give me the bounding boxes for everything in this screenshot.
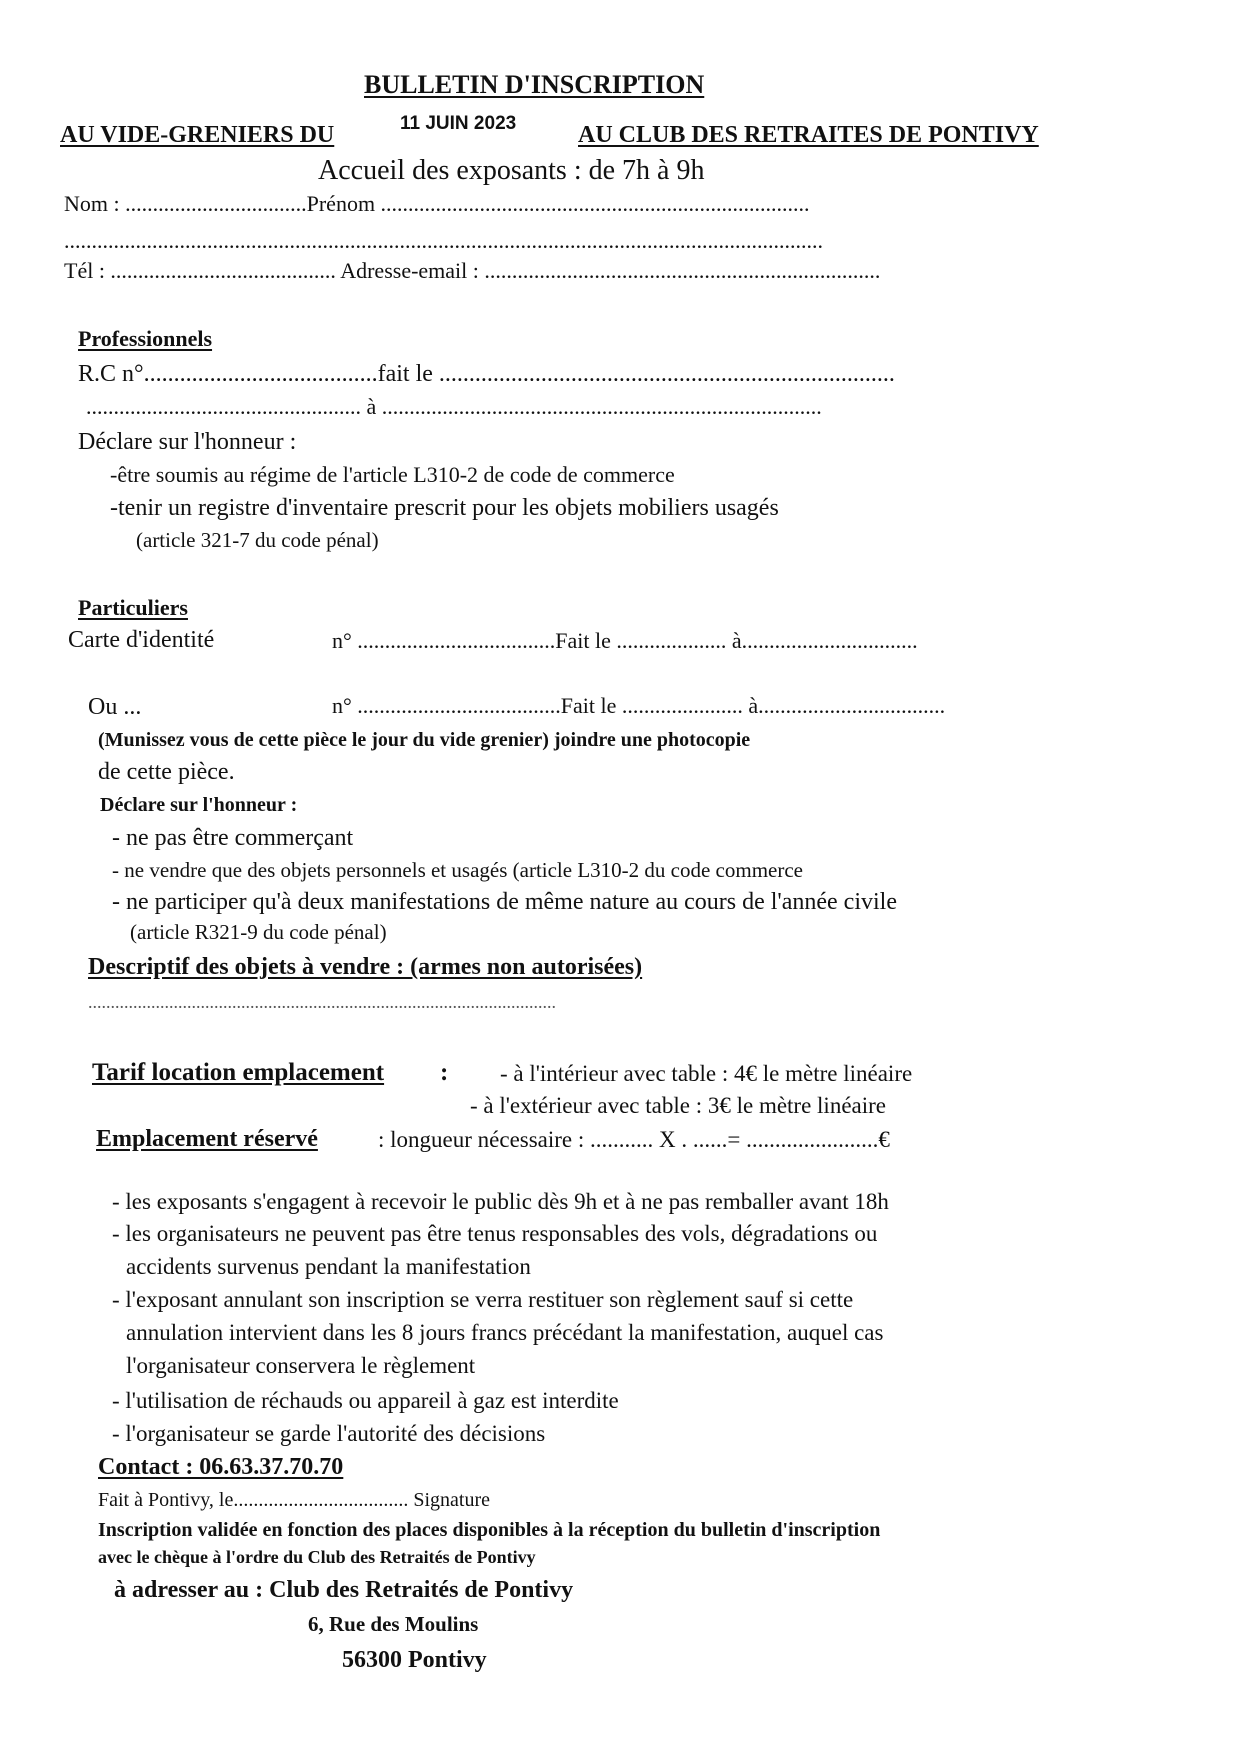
individuals-declaration-item-2: - ne vendre que des objets personnels et usagés (article L310-2 du code commerce (112, 858, 803, 882)
other-id-label: Ou ... (88, 694, 142, 720)
individuals-declaration-heading: Déclare sur l'honneur : (100, 794, 298, 816)
send-to-address-line: à adresser au : Club des Retraités de Pontivy (114, 1577, 574, 1603)
pros-declaration-item-1: -être soumis au régime de l'article L310-2 de code de commerce (110, 462, 675, 487)
street-address: 6, Rue des Moulins (308, 1612, 479, 1636)
id-card-fields[interactable]: n° ....................................Fait le .................... à................................ (332, 628, 918, 653)
reception-hours: Accueil des exposants : de 7h à 9h (318, 155, 705, 186)
pros-declaration-item-2-ref: (article 321-7 du code pénal) (136, 528, 379, 552)
rule-item-cont: l'organisateur conservera le règlement (126, 1353, 476, 1378)
items-description-heading: Descriptif des objets à vendre : (armes non autorisées) (88, 954, 643, 980)
reserved-pitch-calculation[interactable]: : longueur nécessaire : ........... X . ......= .......................€ (378, 1127, 890, 1152)
postal-city: 56300 Pontivy (342, 1647, 487, 1673)
professionals-heading: Professionnels (78, 326, 213, 351)
rule-item-cont: annulation intervient dans les 8 jours francs précédant la manifestation, auquel cas (126, 1320, 884, 1345)
pros-declaration-heading: Déclare sur l'honneur : (78, 429, 297, 455)
rc-place-field-row[interactable]: .................................................. à ................................................................................ (86, 394, 822, 419)
event-line-left: AU VIDE-GRENIERS DU (60, 122, 335, 148)
pitch-price-heading: Tarif location emplacement (92, 1059, 385, 1086)
individuals-declaration-item-1: - ne pas être commerçant (112, 825, 354, 851)
phone-email-field-row[interactable]: Tél : ......................................... Adresse-email : ........................................................................ (64, 258, 881, 283)
items-description-field[interactable]: ........................................................................................................ (88, 992, 556, 1012)
rule-item: - les exposants s'engagent à recevoir le public dès 9h et à ne pas remballer avant 18h (112, 1189, 889, 1214)
individuals-declaration-item-3-ref: (article R321-9 du code pénal) (130, 920, 387, 944)
id-copy-note: (Munissez vous de cette pièce le jour du vide grenier) joindre une photocopie (98, 729, 751, 751)
name-field-row[interactable]: Nom : .................................Prénom .............................................................................. (64, 191, 810, 216)
pitch-price-colon: : (440, 1059, 449, 1086)
event-line-right: AU CLUB DES RETRAITES DE PONTIVY (578, 122, 1039, 148)
rule-item: - l'utilisation de réchauds ou appareil à gaz est interdite (112, 1388, 619, 1413)
pros-declaration-item-2: -tenir un registre d'inventaire prescrit pour les objets mobiliers usagés (110, 495, 779, 521)
individuals-declaration-item-3: - ne participer qu'à deux manifestations de même nature au cours de l'année civile (112, 889, 897, 915)
individuals-heading: Particuliers (78, 595, 188, 620)
event-date: 11 JUIN 2023 (400, 113, 517, 134)
cheque-payee-note: avec le chèque à l'ordre du Club des Retraités de Pontivy (98, 1547, 536, 1567)
rule-item: - les organisateurs ne peuvent pas être tenus responsables des vols, dégradations ou (112, 1221, 878, 1246)
id-copy-note-cont: de cette pièce. (98, 759, 235, 785)
id-card-label: Carte d'identité (68, 627, 215, 653)
rule-item: - l'organisateur se garde l'autorité des décisions (112, 1421, 546, 1446)
rule-item: - l'exposant annulant son inscription se verra restituer son règlement sauf si cette (112, 1287, 854, 1312)
reserved-pitch-label: Emplacement réservé (96, 1126, 318, 1152)
registration-validation-note: Inscription validée en fonction des places disponibles à la réception du bulletin d'inscription (98, 1519, 881, 1541)
rule-item-cont: accidents survenus pendant la manifestation (126, 1254, 531, 1279)
rc-number-field-row[interactable]: R.C n°.......................................fait le ............................................................................ (78, 361, 895, 387)
address-field-row[interactable]: .......................................................................................................................................... (64, 228, 823, 253)
contact-phone: Contact : 06.63.37.70.70 (98, 1454, 344, 1480)
signature-place-date-field[interactable]: Fait à Pontivy, le................................... Signature (98, 1489, 491, 1511)
form-title: BULLETIN D'INSCRIPTION (364, 70, 705, 99)
other-id-fields[interactable]: n° .....................................Fait le ...................... à.................................. (332, 693, 946, 718)
indoor-price: - à l'intérieur avec table : 4€ le mètre linéaire (500, 1061, 913, 1086)
outdoor-price: - à l'extérieur avec table : 3€ le mètre linéaire (470, 1093, 886, 1118)
